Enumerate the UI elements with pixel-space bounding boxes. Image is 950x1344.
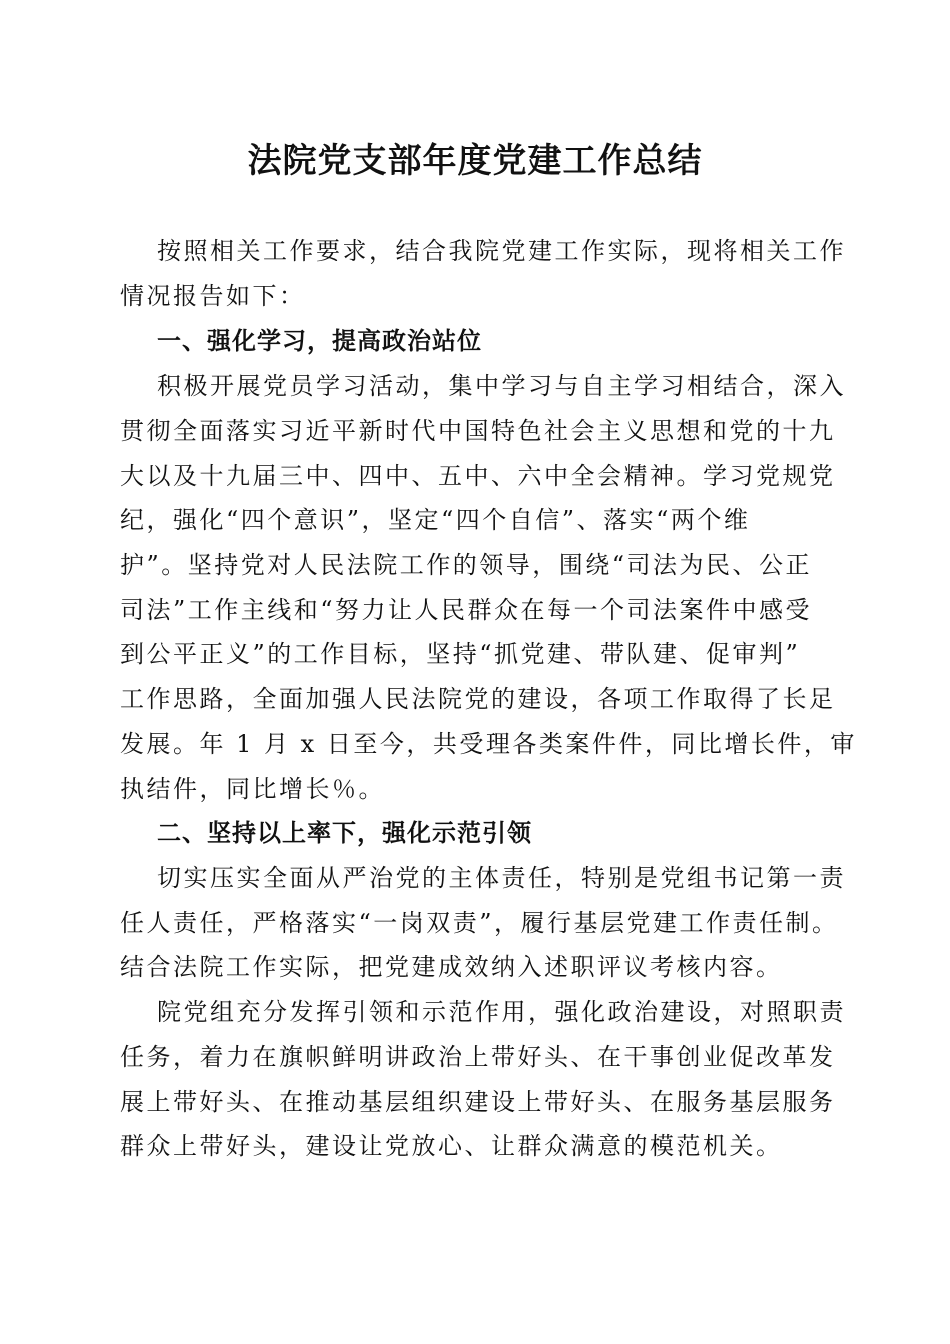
section-1-heading: 一、强化学习，提高政治站位 bbox=[157, 327, 482, 355]
section-2-heading: 二、坚持以上率下，强化示范引领 bbox=[157, 819, 532, 847]
section-1-paragraph-line: 纪，强化“四个意识”，坚定“四个自信”、落实“两个维 bbox=[120, 506, 751, 534]
section-2-paragraph-2-line: 展上带好头、在推动基层组织建设上带好头、在服务基层服务 bbox=[120, 1088, 836, 1116]
section-1-paragraph-line: 贯彻全面落实习近平新时代中国特色社会主义思想和党的十九 bbox=[120, 417, 836, 445]
section-1-paragraph-line: 执结件，同比增长％。 bbox=[120, 775, 385, 803]
section-2-paragraph-2-line: 院党组充分发挥引领和示范作用，强化政治建设，对照职责 bbox=[157, 998, 846, 1026]
intro-line-2: 情况报告如下： bbox=[120, 282, 306, 310]
intro-line-1: 按照相关工作要求，结合我院党建工作实际，现将相关工作 bbox=[157, 237, 846, 265]
section-1-paragraph-line: 司法”工作主线和“努力让人民群众在每一个司法案件中感受 bbox=[120, 596, 813, 624]
document-title: 法院党支部年度党建工作总结 bbox=[247, 141, 703, 181]
section-2-paragraph-2-line: 任务，着力在旗帜鲜明讲政治上带好头、在干事创业促改革发 bbox=[120, 1043, 836, 1071]
section-1-paragraph-line: 大以及十九届三中、四中、五中、六中全会精神。学习党规党 bbox=[120, 462, 836, 490]
section-2-paragraph-1-line: 任人责任，严格落实“一岗双责”，履行基层党建工作责任制。 bbox=[120, 909, 839, 937]
section-1-paragraph-line: 到公平正义”的工作目标，坚持“抓党建、带队建、促审判” bbox=[120, 640, 801, 668]
section-2-paragraph-1-line: 结合法院工作实际，把党建成效纳入述职评议考核内容。 bbox=[120, 953, 783, 981]
section-1-paragraph-line: 护”。坚持党对人民法院工作的领导，围绕“司法为民、公正 bbox=[120, 551, 813, 579]
section-2-paragraph-1-line: 切实压实全面从严治党的主体责任，特别是党组书记第一责 bbox=[157, 864, 846, 892]
section-1-paragraph-line: 工作思路，全面加强人民法院党的建设，各项工作取得了长足 bbox=[120, 685, 836, 713]
section-1-paragraph-line: 积极开展党员学习活动，集中学习与自主学习相结合，深入 bbox=[157, 372, 846, 400]
section-2-paragraph-2-line: 群众上带好头，建设让党放心、让群众满意的模范机关。 bbox=[120, 1132, 783, 1160]
section-1-paragraph-line: 发展。年 1 月 x 日至今，共受理各类案件件，同比增长件，审 bbox=[120, 730, 857, 758]
